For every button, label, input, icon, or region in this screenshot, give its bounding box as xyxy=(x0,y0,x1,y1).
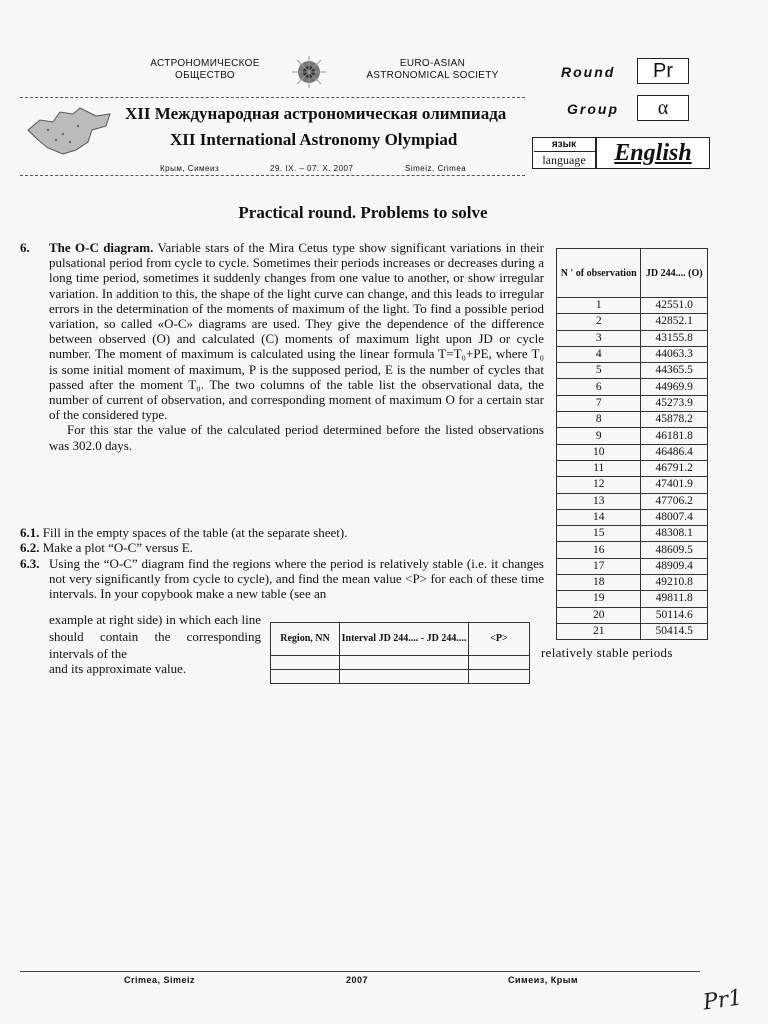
lang-value: English xyxy=(596,137,710,169)
region-col-header: Region, NN xyxy=(271,623,340,656)
jd-cell: 49210.8 xyxy=(641,575,708,591)
place-ru: Крым, Симеиз xyxy=(160,164,220,173)
jd-cell: 47401.9 xyxy=(641,477,708,493)
obs-number-cell: 18 xyxy=(557,575,641,591)
crimea-map-icon xyxy=(18,100,118,162)
footer-left: Crimea, Simeiz xyxy=(124,975,196,985)
question-3-text-c: relatively stable periods xyxy=(541,645,673,660)
obs-number-cell: 12 xyxy=(557,477,641,493)
interval-col-header: Interval JD 244.... - JD 244.... xyxy=(340,623,469,656)
jd-cell: 46791.2 xyxy=(641,460,708,476)
obs-number-cell: 20 xyxy=(557,607,641,623)
lang-label-en: language xyxy=(542,153,586,167)
jd-cell: 44063.3 xyxy=(641,346,708,362)
table-row xyxy=(557,526,708,542)
jd-cell: 45273.9 xyxy=(641,395,708,411)
obs-number-cell: 2 xyxy=(557,314,641,330)
obs-number-cell: 14 xyxy=(557,509,641,525)
jd-cell: 48909.4 xyxy=(641,558,708,574)
footer-right: Симеиз, Крым xyxy=(508,975,579,985)
jd-cell: 44365.5 xyxy=(641,363,708,379)
obs-number-cell: 11 xyxy=(557,460,641,476)
round-label: Round xyxy=(561,64,616,80)
header-rule-top xyxy=(20,97,525,98)
problem-number: 6. xyxy=(20,240,30,255)
table-row xyxy=(557,591,708,607)
table-row xyxy=(557,379,708,395)
society-en: EURO-ASIAN ASTRONOMICAL SOCIETY xyxy=(366,58,499,81)
jd-cell: 50114.6 xyxy=(641,607,708,623)
question-1: 6.1. Fill in the empty spaces of the table (at the separate sheet). xyxy=(20,525,348,540)
obs-number-cell: 15 xyxy=(557,526,641,542)
problem-heading: The O-C diagram. xyxy=(49,240,154,255)
language-box xyxy=(532,137,712,169)
table-row xyxy=(557,346,708,362)
obs-number-cell: 5 xyxy=(557,363,641,379)
round-value-box: Pr xyxy=(637,58,689,84)
obs-number-cell: 21 xyxy=(557,623,641,639)
place-en: Simeiz, Crimea xyxy=(405,164,467,173)
jd-cell: 45878.2 xyxy=(641,412,708,428)
table-row xyxy=(557,412,708,428)
jd-cell: 48007.4 xyxy=(641,509,708,525)
problem-para2: For this star the value of the calculated period determined before the listed observations was 302.0 days. xyxy=(49,422,544,453)
page-title: Practical round. Problems to solve xyxy=(238,203,488,222)
jd-cell: 46181.8 xyxy=(641,428,708,444)
dates: 29. IX. – 07. X. 2007 xyxy=(270,164,354,173)
footer-center: 2007 xyxy=(346,975,369,985)
table-row xyxy=(557,314,708,330)
problem-intro-text: Variable stars of the Mira Cetus type show significant variations in their pulsational period from cycle to cycle. Sometimes their periods increases or decreases during a long time period, sometimes it suddenly changes from one value to another, or show irregular variation. In addition to this, the shape of the light curve can change, and this leads to irregular errors in the determination of the moments of maximum of the light. To find a possible period variation, so called «O-C» diagrams are used. They give the dependence of the difference between observed (O) and calculated (C) moments of maximum light upon JD or cycle number. The moment of maximum is calculated using the linear formula T=T₀+PE, where T₀ is some initial moment of maximum, P is the supposed period, E is the number of cycles that passed after the moment T₀. The two columns of the table list the observational data, the number of current of observation, and corresponding moment of maximum O for a certain star of the considered type. xyxy=(49,240,544,423)
jd-cell: 42852.1 xyxy=(641,314,708,330)
obs-number-cell: 7 xyxy=(557,395,641,411)
group-value-box: α xyxy=(637,95,689,121)
handwritten-signature: Pr1 xyxy=(701,985,744,1016)
table-row xyxy=(557,623,708,639)
question-3-text-b: example at right side) in which each line should contain the corresponding intervals of the xyxy=(49,612,261,661)
region-table xyxy=(270,622,530,684)
observation-table xyxy=(556,248,708,640)
question-3-text-d: and its approximate value. xyxy=(49,661,187,676)
question-3-number: 6.3. xyxy=(20,556,40,571)
table-row xyxy=(557,395,708,411)
obs-number-cell: 4 xyxy=(557,346,641,362)
jd-cell: 42551.0 xyxy=(641,298,708,314)
table-row xyxy=(557,558,708,574)
jd-header: JD 244.... (O) xyxy=(641,249,708,298)
group-label: Group xyxy=(567,101,619,117)
jd-cell: 47706.2 xyxy=(641,493,708,509)
questions xyxy=(20,525,545,555)
jd-cell: 44969.9 xyxy=(641,379,708,395)
obs-number-cell: 8 xyxy=(557,412,641,428)
table-row xyxy=(557,477,708,493)
lang-label-ru: язык xyxy=(551,139,577,150)
title-ru: XII Международная астрономическая олимпиада xyxy=(125,104,507,123)
table-row xyxy=(557,330,708,346)
obs-number-cell: 19 xyxy=(557,591,641,607)
jd-cell: 46486.4 xyxy=(641,444,708,460)
table-row xyxy=(557,460,708,476)
mean-period-col-header: <P> xyxy=(469,623,530,656)
jd-cell: 50414.5 xyxy=(641,623,708,639)
footer-rule xyxy=(20,971,700,972)
obs-number-cell: 6 xyxy=(557,379,641,395)
table-row xyxy=(557,298,708,314)
obs-number-cell: 17 xyxy=(557,558,641,574)
table-row xyxy=(557,363,708,379)
title-en: XII International Astronomy Olympiad xyxy=(170,130,458,149)
obs-number-cell: 1 xyxy=(557,298,641,314)
obs-number-header: N ' of observation xyxy=(557,249,641,298)
obs-number-cell: 3 xyxy=(557,330,641,346)
obs-number-cell: 9 xyxy=(557,428,641,444)
table-row xyxy=(557,575,708,591)
society-ru: АСТРОНОМИЧЕСКОЕ ОБЩЕСТВО xyxy=(150,58,260,81)
problem-body xyxy=(49,240,544,453)
table-row xyxy=(557,493,708,509)
table-row xyxy=(557,509,708,525)
jd-cell: 43155.8 xyxy=(641,330,708,346)
table-row xyxy=(557,444,708,460)
question-2: 6.2. Make a plot “O-C” versus E. xyxy=(20,540,193,556)
table-row xyxy=(557,607,708,623)
obs-number-cell: 10 xyxy=(557,444,641,460)
jd-cell: 48308.1 xyxy=(641,526,708,542)
jd-cell: 49811.8 xyxy=(641,591,708,607)
jd-cell: 48609.5 xyxy=(641,542,708,558)
header-rule-bottom xyxy=(20,175,525,176)
obs-number-cell: 13 xyxy=(557,493,641,509)
table-row xyxy=(557,542,708,558)
obs-number-cell: 16 xyxy=(557,542,641,558)
problem-intro xyxy=(49,240,544,422)
table-row xyxy=(557,428,708,444)
question-3-text: Using the “O-C” diagram find the regions where the period is relatively stable (i.e. it changes not very significantly from cycle to cycle), and find the mean value <P> for each of these time intervals. In your copybook make a new table (see an xyxy=(49,556,544,602)
society-emblem xyxy=(284,54,334,90)
